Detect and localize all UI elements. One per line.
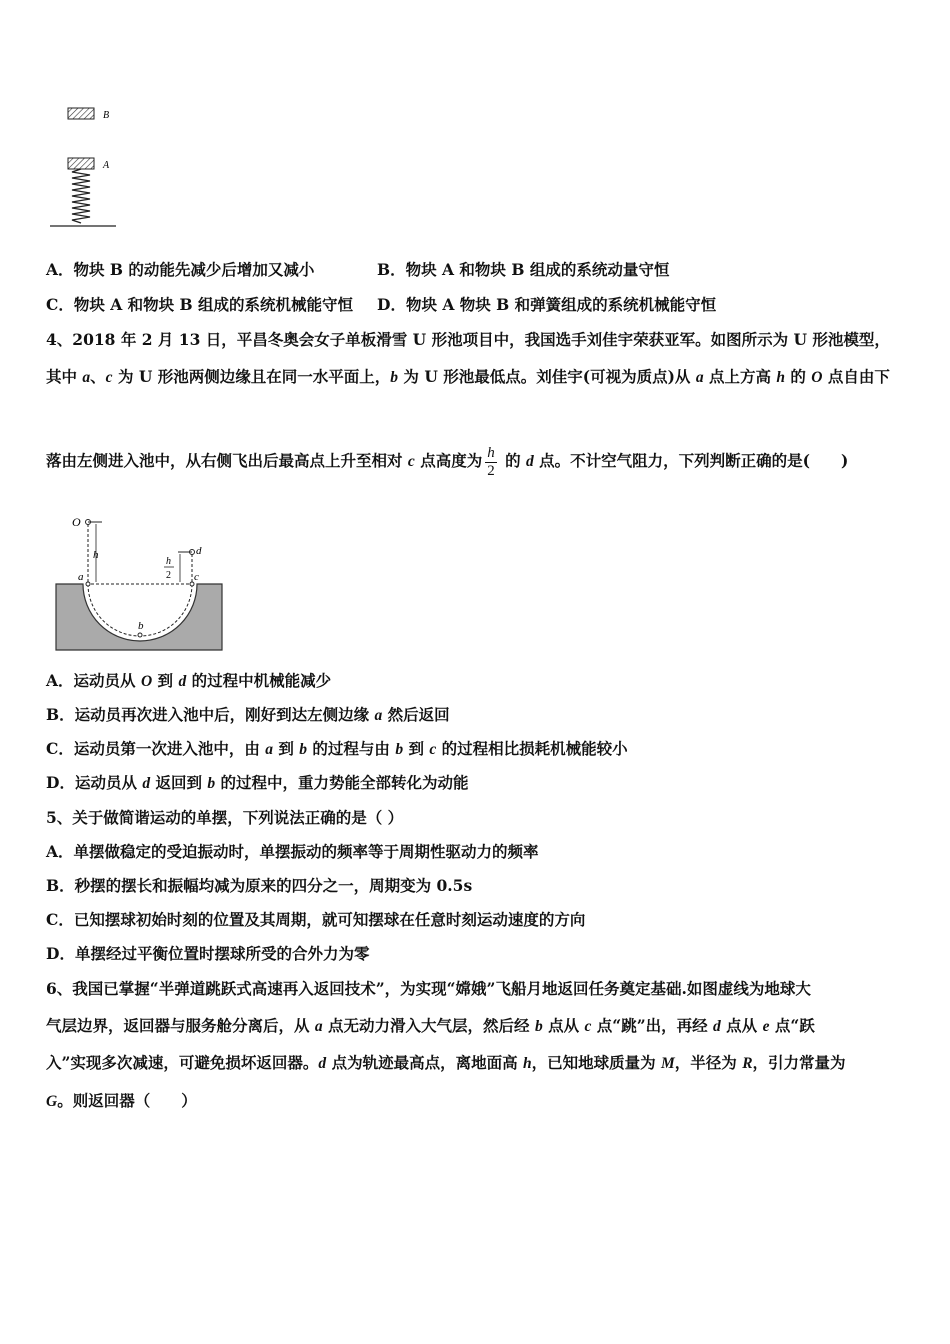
spring (72, 169, 90, 223)
label-d: d (196, 545, 202, 557)
label-h: h (93, 549, 99, 561)
q5-option-c: C．已知摆球初始时刻的位置及其周期，就可知摆球在任意时刻运动速度的方向 (46, 910, 586, 929)
q4-option-b: B．运动员再次进入池中后，刚好到达左侧边缘 a 然后返回 (46, 705, 450, 724)
pool-body (56, 584, 222, 650)
label-block-a: A (103, 160, 110, 171)
block-a (68, 158, 94, 169)
q5-option-a: A．单摆做稳定的受迫振动时，单摆振动的频率等于周期性驱动力的频率 (46, 842, 539, 861)
q5-option-d: D．单摆经过平衡位置时摆球所受的合外力为零 (46, 944, 370, 963)
label-o: O (72, 515, 81, 529)
label-b: b (138, 620, 144, 632)
q3-option-b: B．物块 A 和物块 B 组成的系统动量守恒 (377, 260, 670, 279)
fraction-h-over-2: $\frac{h}{2}$ (487, 444, 495, 479)
label-half-den: 2 (166, 570, 171, 581)
spring-block-figure (46, 100, 126, 230)
q3-option-c: C．物块 A 和物块 B 组成的系统机械能守恒 (46, 295, 354, 314)
u-pool-figure (46, 508, 236, 658)
label-block-b: B (103, 110, 110, 121)
q6-stem-line1: 6、我国已掌握“半弹道跳跃式高速再入返回技术”，为实现“嫦娥”飞船月地返回任务奠定基础.如图虚线为地球大 (46, 979, 811, 998)
q5-stem: 5、关于做简谐运动的单摆，下列说法正确的是（ ） (46, 808, 404, 827)
q3-option-d: D．物块 A 物块 B 和弹簧组成的系统机械能守恒 (377, 295, 717, 314)
q4-stem-line3: 落由左侧进入池中，从右侧飞出后最高点上升至相对 c 点高度为 $\frac{h}{2}$ 的 d 点。不计空气阻力，下列判断正确的是( ) (46, 444, 849, 479)
block-b (68, 108, 94, 119)
q4-option-c: C．运动员第一次进入池中，由 a 到 b 的过程与由 b 到 c 的过程相比损耗机械能较小 (46, 739, 628, 758)
q4-stem-line2: 其中 a、c 为 U 形池两侧边缘且在同一水平面上，b 为 U 形池最低点。刘佳宇(可视为质点)从 a 点上方高 h 的 O 点自由下 (46, 367, 890, 386)
label-half-num: h (166, 556, 171, 567)
q6-stem-line3: 入”实现多次减速，可避免损坏返回器。d 点为轨迹最高点，离地面高 h，已知地球质量为 M，半径为 R，引力常量为 (46, 1053, 846, 1072)
q5-option-b: B．秒摆的摆长和振幅均减为原来的四分之一，周期变为 0.5s (46, 876, 473, 895)
q4-option-a: A．运动员从 O 到 d 的过程中机械能减少 (46, 671, 332, 690)
label-c: c (194, 571, 199, 583)
q4-option-d: D．运动员从 d 返回到 b 的过程中，重力势能全部转化为动能 (46, 773, 469, 792)
q6-stem-line4: G。则返回器（ ） (46, 1091, 197, 1110)
q6-stem-line2: 气层边界，返回器与服务舱分离后，从 a 点无动力滑入大气层，然后经 b 点从 c 点“跳”出，再经 d 点从 e 点“跃 (46, 1016, 815, 1035)
label-a: a (78, 571, 84, 583)
q3-option-a: A．物块 B 的动能先减少后增加又减小 (46, 260, 315, 279)
q4-stem-line1: 4、2018 年 2 月 13 日，平昌冬奥会女子单板滑雪 U 形池项目中，我国选手刘佳宇荣获亚军。如图所示为 U 形池模型， (46, 330, 890, 349)
